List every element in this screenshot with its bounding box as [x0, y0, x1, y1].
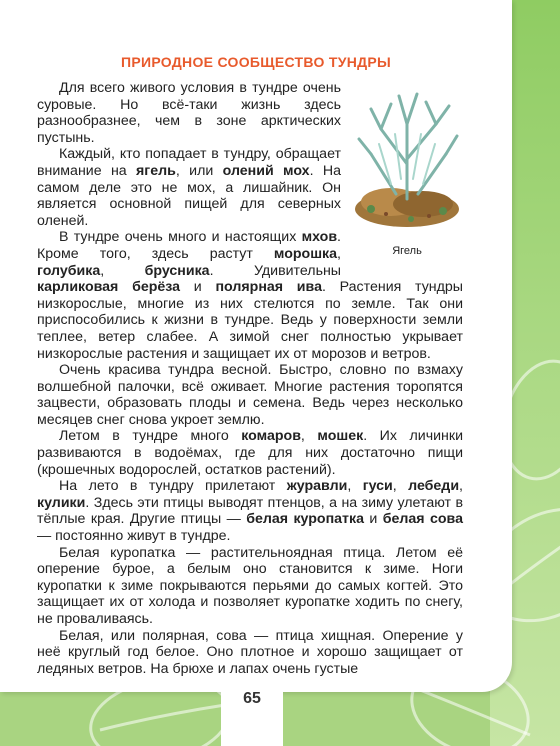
figure-caption: Ягель	[392, 244, 422, 257]
text-run: Для всего живого условия в тундре очень суровые. Но всё-таки жизнь здесь разнообразнее, чем в зоне арктических пустынь.	[37, 80, 341, 146]
bold-term: мошек	[317, 428, 364, 445]
bold-term: полярная ива	[215, 279, 322, 296]
bold-term: гуси	[362, 478, 393, 495]
yagel-illustration	[351, 84, 463, 234]
bold-term: кулики	[37, 494, 86, 511]
text-run: и	[180, 279, 216, 296]
text-run: ,	[459, 478, 463, 495]
bold-term: карликовая берёза	[37, 279, 181, 296]
text-run: . Их личинки развиваются в водоёмах, где для них достаточно пищи (крошечных водорослей, остатков растений).	[37, 428, 463, 478]
bold-term: журавли	[286, 478, 348, 495]
page-number-tab	[221, 682, 283, 746]
text-run: ,	[392, 478, 409, 495]
page-number: 65	[243, 690, 261, 707]
text-run: . На самом деле это не мох, а лишайник. Он является основной пищей для северных оленей.	[37, 162, 341, 229]
text-run: . Здесь эти птицы выводят птенцов, а на зиму улетают в тёплые края. Другие птицы —	[37, 494, 463, 528]
yagel-figure	[351, 84, 463, 274]
text-run: ,	[337, 245, 341, 262]
bold-term: ягель	[136, 162, 176, 179]
paragraph	[37, 428, 463, 478]
text-run: Белая куропатка — растительноядная птица. Летом её оперение бурое, а белым оно становится к зиме. Ноги куропатки к зиме покрываются перьями до самых когтей. Это защищает их от холода и позволяет куропатке ходить по снегу, не проваливаясь.	[37, 544, 463, 627]
page-title: ПРИРОДНОЕ СООБЩЕСТВО ТУНДРЫ	[120, 54, 392, 70]
text-run: ,	[100, 262, 145, 279]
paragraph	[37, 478, 463, 544]
text-run: ,	[347, 478, 363, 495]
bold-term: белая куропатка	[246, 511, 364, 528]
paragraph	[37, 628, 463, 678]
text-run: ,	[300, 428, 318, 445]
text-run: Каждый, кто попадает в тундру, обращает внимание на	[37, 146, 341, 179]
text-run: и	[363, 511, 383, 528]
text-run: . Кроме того, здесь растут	[37, 229, 341, 262]
bold-term: лебеди	[408, 478, 460, 495]
article-body	[37, 80, 463, 677]
text-run: Летом в тундре много	[59, 428, 242, 445]
text-run: , или	[175, 162, 223, 179]
bold-term: морошка	[273, 245, 338, 262]
bold-term: голубика	[37, 262, 101, 279]
text-run: — постоянно живут в тундре.	[37, 528, 231, 545]
text-run: Очень красива тундра весной. Быстро, словно по взмаху волшебной палочки, всё оживает. Многие растения торопятся зацвести, образовать плоды и семена. Ведь через несколько месяцев снег снова укроет землю.	[37, 362, 463, 428]
paragraph	[37, 545, 463, 628]
bold-term: мхов	[301, 229, 338, 246]
text-run: На лето в тундру прилетают	[59, 478, 287, 495]
bold-term: комаров	[241, 428, 301, 445]
bold-term: брусника	[144, 262, 210, 279]
text-run: Белая, или полярная, сова — птица хищная. Оперение у неё круглый год белое. Оно плотное и хорошо защищает от ледяных ветров. На брюхе и лапах очень густые	[37, 627, 463, 677]
paragraph	[37, 362, 463, 428]
text-run: . Растения тундры низкорослые, многие из них стелются по земле. Так они приспособились к жизни в тундре. Ведь у поверхности земли теплее, ветер слабее. А зимой снег полностью укрывает низкорослые растения и защищает их от морозов и ветров.	[37, 279, 464, 362]
bold-term: олений мох	[222, 162, 310, 179]
text-run: . Удивительны	[209, 262, 341, 279]
bold-term: белая сова	[382, 511, 463, 528]
text-run: В тундре очень много и настоящих	[59, 229, 302, 246]
